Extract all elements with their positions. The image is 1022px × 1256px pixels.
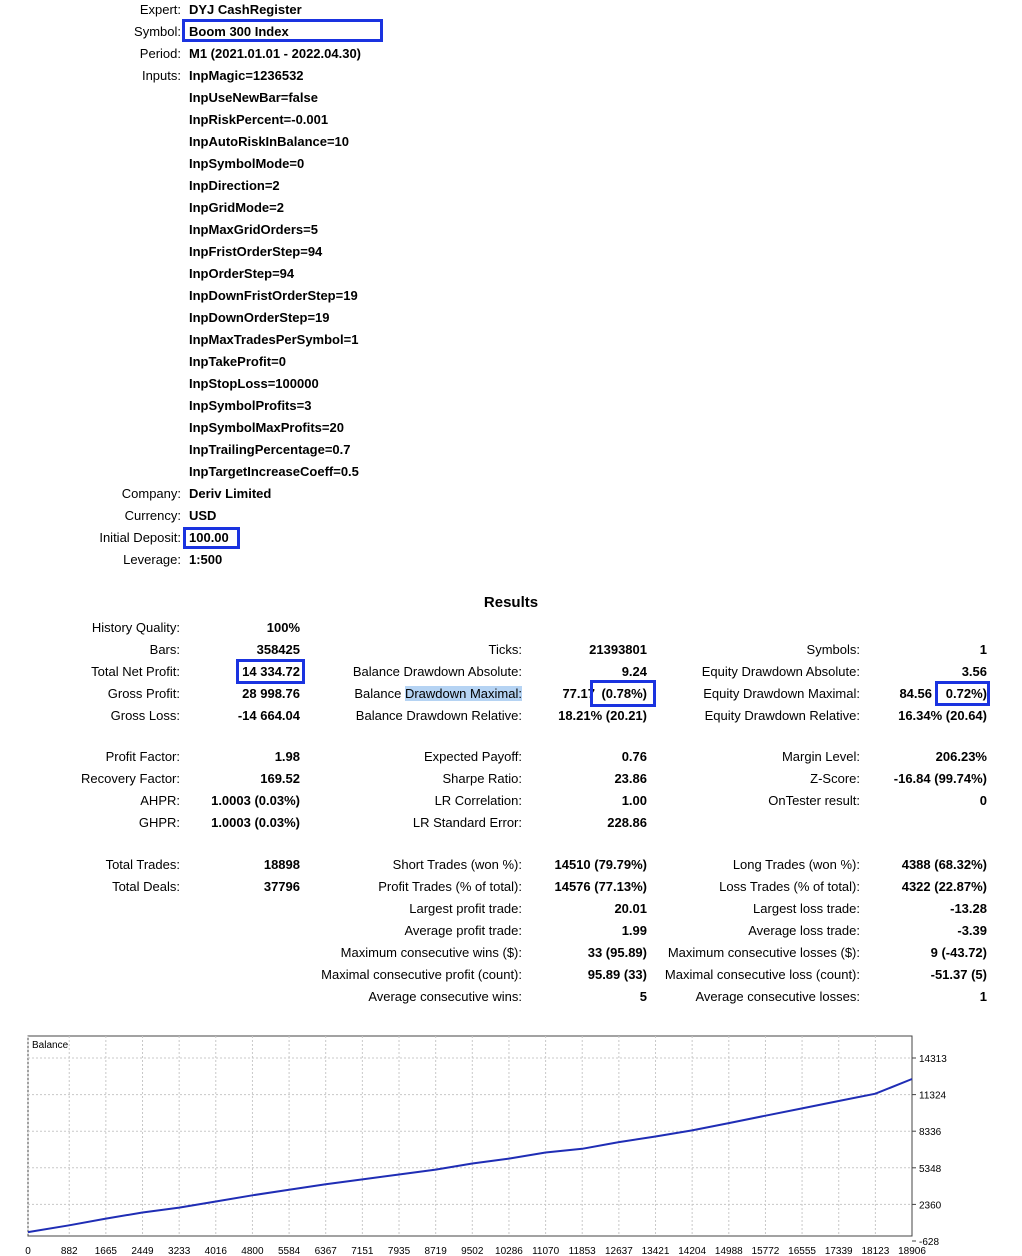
col2-row-6-value: 23.86 (614, 771, 647, 786)
input-11-value: InpDownFristOrderStep=19 (189, 288, 358, 303)
x-tick-label: 9502 (461, 1246, 484, 1256)
equity-drawdown-maximal-value: 84.56 (899, 686, 932, 701)
col2-row-4-label: Balance Drawdown Relative: (355, 708, 522, 723)
currency-label: Currency: (124, 508, 181, 523)
period-value: M1 (2021.01.01 - 2022.04.30) (189, 46, 362, 61)
y-tick-label: -628 (919, 1237, 940, 1248)
currency-value: USD (189, 508, 217, 523)
col2-row-8-label: LR Standard Error: (412, 815, 522, 830)
col1-row-3-label: Gross Profit: (107, 686, 180, 701)
input-18-value: InpTrailingPercentage=0.7 (189, 442, 351, 457)
col1-row-5-label: Profit Factor: (105, 749, 180, 764)
input-17-value: InpSymbolMaxProfits=20 (189, 420, 344, 435)
initial-deposit-value: 100.00 (189, 530, 229, 545)
col2-row-6-label: Sharpe Ratio: (442, 771, 522, 786)
col1-row-10-value: 37796 (263, 879, 300, 894)
col3-row-5-value: 206.23% (935, 749, 987, 764)
input-12-value: InpDownOrderStep=19 (189, 310, 330, 325)
col2-row-10-value: 14576 (77.13%) (554, 879, 647, 894)
col2-row-14-label: Maximal consecutive profit (count): (321, 967, 522, 982)
col3-row-2-label: Equity Drawdown Absolute: (701, 664, 860, 679)
x-tick-label: 17339 (824, 1246, 853, 1256)
col1-row-6-label: Recovery Factor: (81, 771, 180, 786)
input-6-value: InpDirection=2 (189, 178, 280, 193)
input-13-value: InpMaxTradesPerSymbol=1 (189, 332, 359, 347)
x-tick-label: 4016 (204, 1246, 227, 1256)
col3-row-5-label: Margin Level: (781, 749, 860, 764)
equity-drawdown-maximal-percent: 0.72%) (945, 686, 987, 701)
expert-label: Expert: (139, 2, 181, 17)
col2-row-5-label: Expected Payoff: (423, 749, 522, 764)
balance-drawdown-maximal-percent: (0.78%) (601, 686, 647, 701)
col2-row-15-label: Average consecutive wins: (368, 989, 522, 1004)
col2-row-9-label: Short Trades (won %): (392, 857, 522, 872)
col1-row-5-value: 1.98 (274, 749, 300, 764)
col3-row-4-value: 16.34% (20.64) (898, 708, 987, 723)
col2-row-15-value: 5 (639, 989, 647, 1004)
col2-row-2-label: Balance Drawdown Absolute: (352, 664, 522, 679)
x-tick-label: 18123 (861, 1246, 890, 1256)
input-7-value: InpGridMode=2 (189, 200, 284, 215)
col3-row-7-value: 0 (979, 793, 987, 808)
col3-row-11-label: Average loss trade: (748, 923, 860, 938)
input-1-value: InpMagic=1236532 (189, 68, 304, 83)
symbol-label: Symbol: (134, 24, 181, 39)
x-tick-label: 2449 (131, 1246, 154, 1256)
col3-row-14-value: 1 (979, 989, 987, 1004)
x-tick-label: 11853 (568, 1246, 596, 1256)
x-tick-label: 4800 (241, 1246, 264, 1256)
y-tick-label: 11324 (919, 1090, 947, 1102)
x-tick-label: 1665 (94, 1246, 117, 1256)
x-tick-label: 8719 (424, 1246, 447, 1256)
balance-chart (0, 1032, 1022, 1256)
col3-row-9-label: Loss Trades (% of total): (719, 879, 860, 894)
history-quality-label: History Quality: (91, 620, 180, 635)
col3-row-7-label: OnTester result: (768, 793, 860, 808)
x-tick-label: 16555 (788, 1246, 816, 1256)
leverage-value: 1:500 (189, 552, 223, 567)
x-tick-label: 3233 (168, 1246, 191, 1256)
col2-row-12-value: 1.99 (621, 923, 647, 938)
input-15-value: InpStopLoss=100000 (189, 376, 319, 391)
results-title: Results (483, 594, 539, 611)
x-tick-label: 15772 (751, 1246, 780, 1256)
x-tick-label: 10286 (495, 1246, 523, 1256)
col2-row-12-label: Average profit trade: (404, 923, 522, 938)
x-tick-label: 11070 (532, 1246, 560, 1256)
col3-row-4-label: Equity Drawdown Relative: (704, 708, 860, 723)
col1-row-8-value: 1.0003 (0.03%) (211, 815, 300, 830)
history-quality-value: 100% (266, 620, 300, 635)
col2-row-2-value: 9.24 (621, 664, 647, 679)
symbol-value: Boom 300 Index (189, 24, 289, 39)
balance-drawdown-maximal-label (354, 686, 522, 701)
col3-row-13-value: -51.37 (5) (930, 967, 987, 982)
col3-row-13-label: Maximal consecutive loss (count): (664, 967, 860, 982)
equity-drawdown-maximal-label: Equity Drawdown Maximal: (703, 686, 860, 701)
x-tick-label: 0 (25, 1246, 31, 1256)
col1-row-10-label: Total Deals: (112, 879, 180, 894)
input-14-value: InpTakeProfit=0 (189, 354, 286, 369)
col1-row-9-label: Total Trades: (105, 857, 180, 872)
col2-row-10-label: Profit Trades (% of total): (378, 879, 522, 894)
input-16-value: InpSymbolProfits=3 (189, 398, 312, 413)
col1-row-3-value: 28 998.76 (242, 686, 300, 701)
y-tick-label: 14313 (919, 1054, 947, 1065)
col3-row-6-label: Z-Score: (810, 771, 860, 786)
input-8-value: InpMaxGridOrders=5 (189, 222, 318, 237)
x-tick-label: 12637 (604, 1246, 633, 1256)
col3-row-6-value: -16.84 (99.74%) (893, 771, 987, 786)
col1-row-4-label: Gross Loss: (110, 708, 180, 723)
col3-row-10-value: -13.28 (950, 901, 987, 916)
input-3-value: InpRiskPercent=-0.001 (189, 112, 329, 127)
col1-row-6-value: 169.52 (260, 771, 300, 786)
col3-row-8-value: 4388 (68.32%) (901, 857, 987, 872)
label-selected: Drawdown Maximal: (404, 686, 522, 701)
col2-row-8-value: 228.86 (607, 815, 647, 830)
balance-chart-svg (0, 1032, 1022, 1256)
col2-row-11-label: Largest profit trade: (409, 901, 522, 916)
col3-row-12-value: 9 (-43.72) (930, 945, 987, 960)
col2-row-7-label: LR Correlation: (434, 793, 522, 808)
col1-row-1-label: Bars: (149, 642, 180, 657)
col2-row-4-value: 18.21% (20.21) (558, 708, 647, 723)
x-tick-label: 882 (60, 1246, 78, 1256)
y-tick-label: 5348 (919, 1163, 942, 1175)
input-9-value: InpFristOrderStep=94 (189, 244, 323, 259)
col2-row-14-value: 95.89 (33) (587, 967, 647, 982)
chart-title: Balance (32, 1040, 69, 1051)
col1-row-8-label: GHPR: (138, 815, 180, 830)
col2-row-13-label: Maximum consecutive wins ($): (340, 945, 522, 960)
x-tick-label: 14988 (714, 1246, 743, 1256)
x-tick-label: 6367 (314, 1246, 337, 1256)
input-2-value: InpUseNewBar=false (189, 90, 318, 105)
input-1-label: Inputs: (141, 68, 181, 83)
company-label: Company: (121, 486, 181, 501)
col3-row-9-value: 4322 (22.87%) (901, 879, 987, 894)
col1-row-4-value: -14 664.04 (237, 708, 300, 723)
x-tick-label: 18906 (898, 1246, 926, 1256)
y-tick-label: 8336 (919, 1127, 942, 1139)
col2-row-7-value: 1.00 (621, 793, 647, 808)
input-19-value: InpTargetIncreaseCoeff=0.5 (189, 464, 359, 479)
col2-row-1-value: 21393801 (589, 642, 647, 657)
period-label: Period: (139, 46, 181, 61)
input-10-value: InpOrderStep=94 (189, 266, 295, 281)
col1-row-9-value: 18898 (263, 857, 300, 872)
col2-row-11-value: 20.01 (614, 901, 647, 916)
col3-row-11-value: -3.39 (957, 923, 987, 938)
leverage-label: Leverage: (123, 552, 181, 567)
company-value: Deriv Limited (189, 486, 272, 501)
col1-row-7-label: AHPR: (140, 793, 180, 808)
col3-row-12-label: Maximum consecutive losses ($): (667, 945, 860, 960)
col3-row-8-label: Long Trades (won %): (732, 857, 860, 872)
x-tick-label: 5584 (277, 1246, 301, 1256)
col2-row-5-value: 0.76 (621, 749, 647, 764)
col3-row-14-label: Average consecutive losses: (695, 989, 860, 1004)
x-tick-label: 7935 (387, 1246, 411, 1256)
label-part: Balance (354, 686, 405, 701)
expert-value: DYJ CashRegister (189, 2, 302, 17)
col3-row-10-label: Largest loss trade: (753, 901, 860, 916)
col1-row-2-label: Total Net Profit: (91, 664, 180, 679)
col2-row-9-value: 14510 (79.79%) (554, 857, 647, 872)
col1-row-7-value: 1.0003 (0.03%) (211, 793, 300, 808)
input-4-value: InpAutoRiskInBalance=10 (189, 134, 350, 149)
x-tick-label: 7151 (351, 1246, 374, 1256)
x-tick-label: 14204 (678, 1246, 707, 1256)
col1-row-2-value: 14 334.72 (242, 664, 300, 679)
balance-drawdown-maximal-value: 77.17 (562, 686, 595, 701)
initial-deposit-label: Initial Deposit: (99, 530, 181, 545)
plot-frame (28, 1036, 912, 1236)
y-tick-label: 2360 (919, 1200, 942, 1212)
col3-row-1-label: Symbols: (806, 642, 860, 657)
input-5-value: InpSymbolMode=0 (189, 156, 305, 171)
col2-row-13-value: 33 (95.89) (587, 945, 647, 960)
col1-row-1-value: 358425 (256, 642, 300, 657)
col3-row-1-value: 1 (979, 642, 987, 657)
col2-row-1-label: Ticks: (488, 642, 522, 657)
x-tick-label: 13421 (641, 1246, 670, 1256)
col3-row-2-value: 3.56 (961, 664, 987, 679)
